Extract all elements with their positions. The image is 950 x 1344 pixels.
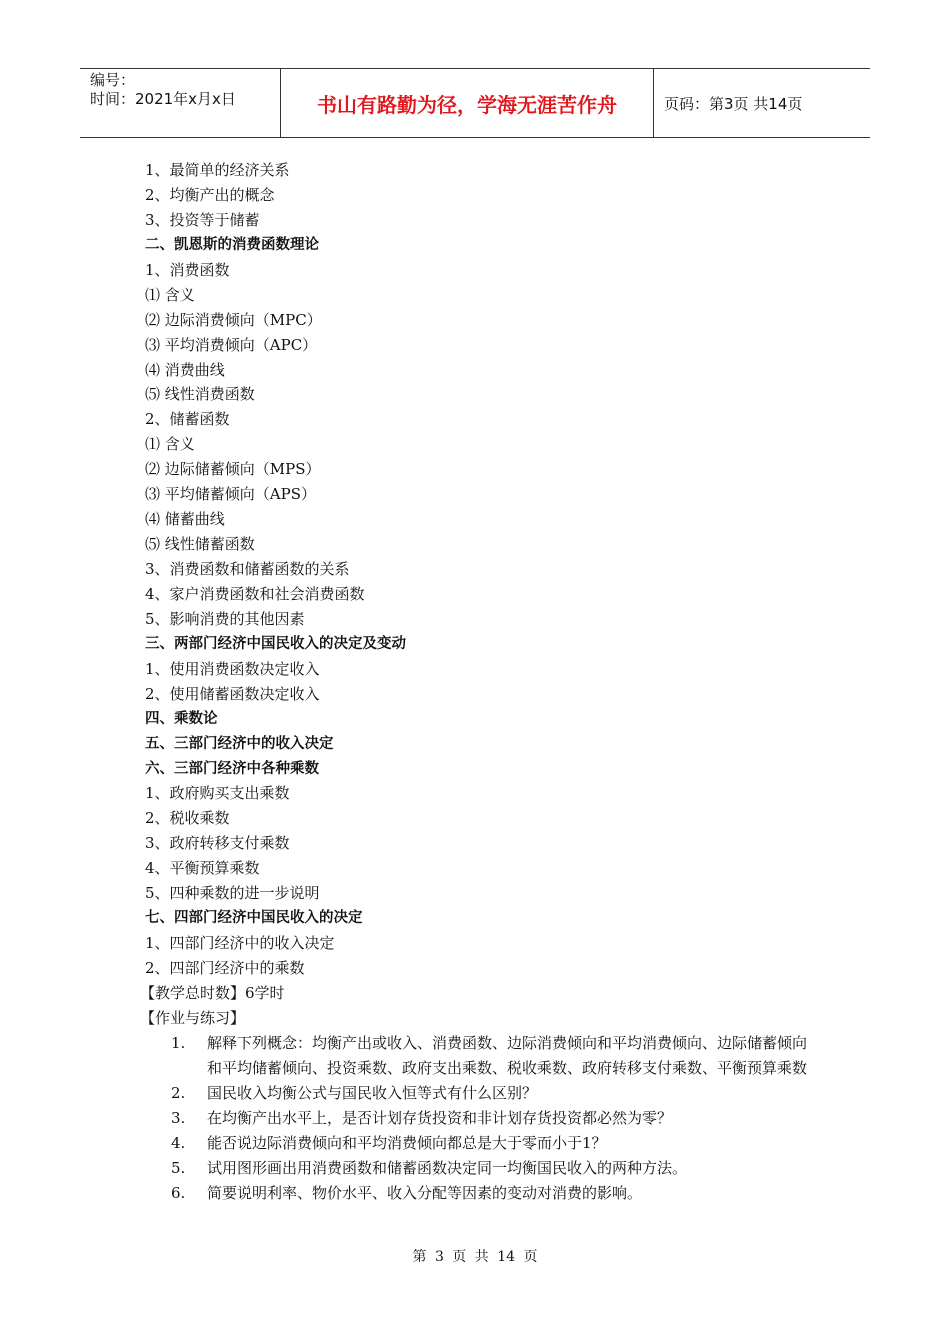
page-header (80, 68, 870, 138)
exercise-text: 解释下列概念：均衡产出或收入、消费函数、边际消费倾向和平均消费倾向、边际储蓄倾向和平均储蓄倾向、投资乘数、政府支出乘数、税收乘数、政府转移支付乘数、平衡预算乘数 (207, 1033, 808, 1077)
exercise-text: 在均衡产出水平上，是否计划存货投资和非计划存货投资都必然为零？ (207, 1108, 673, 1127)
outline-item: ⑶ 平均消费倾向（APC） (145, 335, 318, 354)
header-meta (80, 69, 281, 137)
outline-item: 4、平衡预算乘数 (145, 859, 260, 878)
section-heading: 四、乘数论 (145, 710, 218, 727)
outline-item: 5、影响消费的其他因素 (145, 609, 305, 628)
exercise-item (171, 1181, 825, 1206)
outline-item: 3、政府转移支付乘数 (145, 834, 290, 853)
document-date-label: 时间：2021年x月x日 (90, 90, 236, 108)
exercise-text: 国民收入均衡公式与国民收入恒等式有什么区别？ (207, 1083, 538, 1102)
outline-item: 4、家户消费函数和社会消费函数 (145, 584, 365, 603)
outline-item: 1、最简单的经济关系 (145, 161, 290, 179)
outline-item: ⑴ 含义 (145, 285, 195, 304)
outline-item: 1、政府购买支出乘数 (145, 784, 290, 803)
outline-item: 2、税收乘数 (145, 809, 230, 828)
header-page-info: 页码：第3页 共14页 (664, 94, 803, 113)
outline-item: ⑷ 储蓄曲线 (145, 510, 225, 529)
exercise-text: 试用图形画出用消费函数和储蓄函数决定同一均衡国民收入的两种方法。 (207, 1158, 688, 1177)
exercise-item (171, 1131, 825, 1156)
page-footer: 第 3 页 共 14 页 (412, 1249, 538, 1265)
outline-item: ⑵ 边际消费倾向（MPC） (145, 310, 322, 329)
document-number-label: 编号： (90, 71, 136, 89)
exercise-item (171, 1156, 825, 1181)
homework-title: 【作业与练习】 (140, 1008, 246, 1027)
outline-item: ⑸ 线性储蓄函数 (145, 535, 255, 554)
exercise-number: 1. (171, 1033, 186, 1052)
outline-item: 1、四部门经济中的收入决定 (145, 934, 335, 953)
section-heading: 六、三部门经济中各种乘数 (145, 760, 319, 777)
outline-item: ⑶ 平均储蓄倾向（APS） (145, 485, 316, 504)
exercise-number: 3. (171, 1108, 186, 1127)
outline-item: ⑸ 线性消费函数 (145, 385, 255, 404)
exercise-text: 简要说明利率、物价水平、收入分配等因素的变动对消费的影响。 (207, 1183, 643, 1202)
outline-item: 1、消费函数 (145, 260, 230, 279)
outline-item: 1、使用消费函数决定收入 (145, 659, 320, 678)
exercise-number: 6. (171, 1183, 186, 1202)
exercise-list (145, 1031, 825, 1206)
exercise-number: 5. (171, 1158, 186, 1177)
outline-item: 5、四种乘数的进一步说明 (145, 884, 320, 903)
outline-list (145, 158, 825, 981)
document-body (140, 158, 825, 1205)
teaching-hours: 【教学总时数】6学时 (140, 983, 285, 1002)
section-heading: 二、凯恩斯的消费函数理论 (145, 236, 319, 253)
outline-item: 3、投资等于储蓄 (145, 210, 260, 229)
outline-item: 2、使用储蓄函数决定收入 (145, 684, 320, 703)
exercise-item (171, 1106, 825, 1131)
section-heading: 五、三部门经济中的收入决定 (145, 735, 334, 752)
exercise-item (171, 1031, 825, 1081)
exercise-text: 能否说边际消费倾向和平均消费倾向都总是大于零而小于1？ (207, 1133, 607, 1152)
section-heading: 七、四部门经济中国民收入的决定 (145, 910, 363, 927)
exercise-number: 2. (171, 1083, 186, 1102)
outline-item: ⑵ 边际储蓄倾向（MPS） (145, 460, 321, 479)
outline-item: ⑴ 含义 (145, 435, 195, 454)
outline-item: ⑷ 消费曲线 (145, 360, 225, 379)
header-motto: 书山有路勤为径，学海无涯苦作舟 (281, 69, 654, 137)
outline-item: 2、四部门经济中的乘数 (145, 959, 305, 977)
exercise-item (171, 1081, 825, 1106)
exercise-number: 4. (171, 1133, 186, 1152)
section-heading: 三、两部门经济中国民收入的决定及变动 (145, 635, 406, 652)
outline-item: 3、消费函数和储蓄函数的关系 (145, 560, 350, 578)
outline-item: 2、均衡产出的概念 (145, 185, 275, 204)
outline-item: 2、储蓄函数 (145, 410, 230, 429)
